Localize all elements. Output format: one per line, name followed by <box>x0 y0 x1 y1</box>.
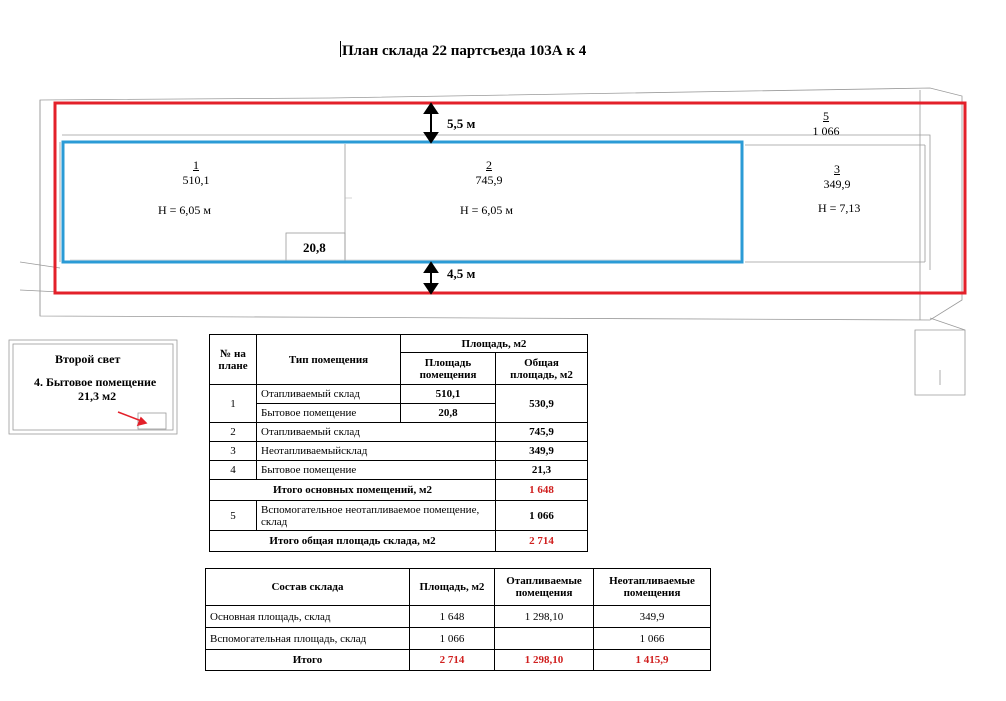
header-area: Площадь, м2 <box>410 569 495 606</box>
small-room-area: 20,8 <box>303 240 326 255</box>
dimension-bottom: 4,5 м <box>447 266 476 281</box>
room-5-number: 5 <box>823 109 829 123</box>
header-room-area: Площадь помещения <box>401 353 496 385</box>
sum-all-label: Итого общая площадь склада, м2 <box>210 531 496 552</box>
header-area: Площадь, м2 <box>401 335 588 353</box>
row-main-area: 1 648 <box>410 606 495 628</box>
dimension-top: 5,5 м <box>447 116 476 131</box>
row-3-type: Неотапливаемыйсклад <box>257 442 496 461</box>
row-total-unheated: 1 415,9 <box>594 650 711 671</box>
row-main-label: Основная площадь, склад <box>206 606 410 628</box>
row-1-total: 530,9 <box>496 385 588 423</box>
row-aux-unheated: 1 066 <box>594 628 711 650</box>
row-total-heated: 1 298,10 <box>495 650 594 671</box>
rooms-area-table <box>209 334 588 552</box>
row-aux-heated <box>495 628 594 650</box>
row-1b-type: Бытовое помещение <box>257 404 401 423</box>
row-total-label: Итого <box>206 650 410 671</box>
row-4-num: 4 <box>210 461 257 480</box>
row-2-total: 745,9 <box>496 423 588 442</box>
sum-main-value: 1 648 <box>496 480 588 501</box>
header-heated: Отапливаемые помещения <box>495 569 594 606</box>
header-composition: Состав склада <box>206 569 410 606</box>
row-1b-area: 20,8 <box>401 404 496 423</box>
header-unheated: Неотапливаемые помещения <box>594 569 711 606</box>
row-1a-area: 510,1 <box>401 385 496 404</box>
row-2-type: Отапливаемый склад <box>257 423 496 442</box>
sum-main-label: Итого основных помещений, м2 <box>210 480 496 501</box>
row-4-type: Бытовое помещение <box>257 461 496 480</box>
header-total-area: Общая площадь, м2 <box>496 353 588 385</box>
room-3-height: H = 7,13 <box>818 201 861 215</box>
room-1-number: 1 <box>193 158 199 172</box>
room-2-height: H = 6,05 м <box>460 203 514 217</box>
second-light-area: 21,3 м2 <box>78 389 117 403</box>
room-3-area: 349,9 <box>823 177 851 191</box>
row-aux-area: 1 066 <box>410 628 495 650</box>
second-light-title: Второй свет <box>55 352 121 366</box>
second-light-room: 4. Бытовое помещение <box>34 375 157 389</box>
row-2-num: 2 <box>210 423 257 442</box>
row-4-total: 21,3 <box>496 461 588 480</box>
row-aux-label: Вспомогательная площадь, склад <box>206 628 410 650</box>
composition-table <box>205 568 711 671</box>
room-1-height: H = 6,05 м <box>158 203 212 217</box>
row-1a-type: Отапливаемый склад <box>257 385 401 404</box>
row-main-heated: 1 298,10 <box>495 606 594 628</box>
header-type: Тип помещения <box>257 335 401 385</box>
page-title: План склада 22 партсъезда 103А к 4 <box>342 43 587 59</box>
row-3-num: 3 <box>210 442 257 461</box>
room-2-area: 745,9 <box>475 173 503 187</box>
row-1-num: 1 <box>210 385 257 423</box>
room-1-area: 510,1 <box>182 173 210 187</box>
row-5-num: 5 <box>210 501 257 531</box>
row-3-total: 349,9 <box>496 442 588 461</box>
row-5-type: Вспомогательное неотапливаемое помещение, склад <box>257 501 496 531</box>
room-2-number: 2 <box>486 158 492 172</box>
row-5-total: 1 066 <box>496 501 588 531</box>
header-num: № на плане <box>210 335 257 385</box>
room-3-number: 3 <box>834 162 840 176</box>
row-total-area: 2 714 <box>410 650 495 671</box>
sum-all-value: 2 714 <box>496 531 588 552</box>
row-main-unheated: 349,9 <box>594 606 711 628</box>
room-5-area: 1 066 <box>812 124 840 138</box>
text-cursor <box>340 41 341 57</box>
